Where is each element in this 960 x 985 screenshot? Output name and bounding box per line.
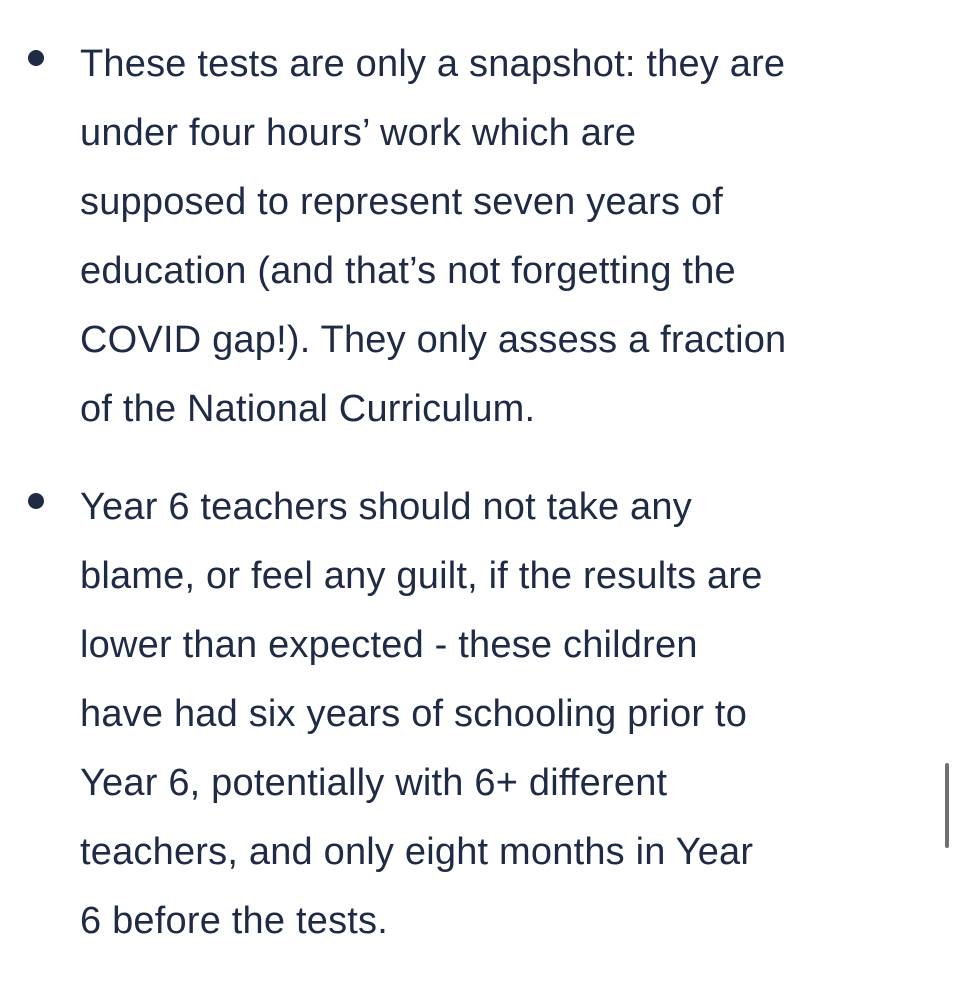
bullet-icon bbox=[28, 50, 44, 66]
article-content bbox=[0, 30, 960, 985]
scrollbar-thumb[interactable] bbox=[945, 763, 949, 848]
bullet-icon bbox=[28, 493, 44, 509]
bullet-text: Year 6 teachers should not take any blame, or feel any guilt, if the results are lower than expected - these children have had six years of schooling prior to Year 6, potentially with 6+ different teachers, and only eight months in Year 6 before the tests. bbox=[80, 486, 763, 942]
bullet-list bbox=[0, 30, 960, 956]
bullet-text: These tests are only a snapshot: they are under four hours’ work which are supposed to represent seven years of education (and that’s not forgetting the COVID gap!). They only assess a fraction of the National Curriculum. bbox=[80, 43, 787, 430]
list-item bbox=[0, 30, 960, 444]
list-item bbox=[0, 473, 960, 956]
